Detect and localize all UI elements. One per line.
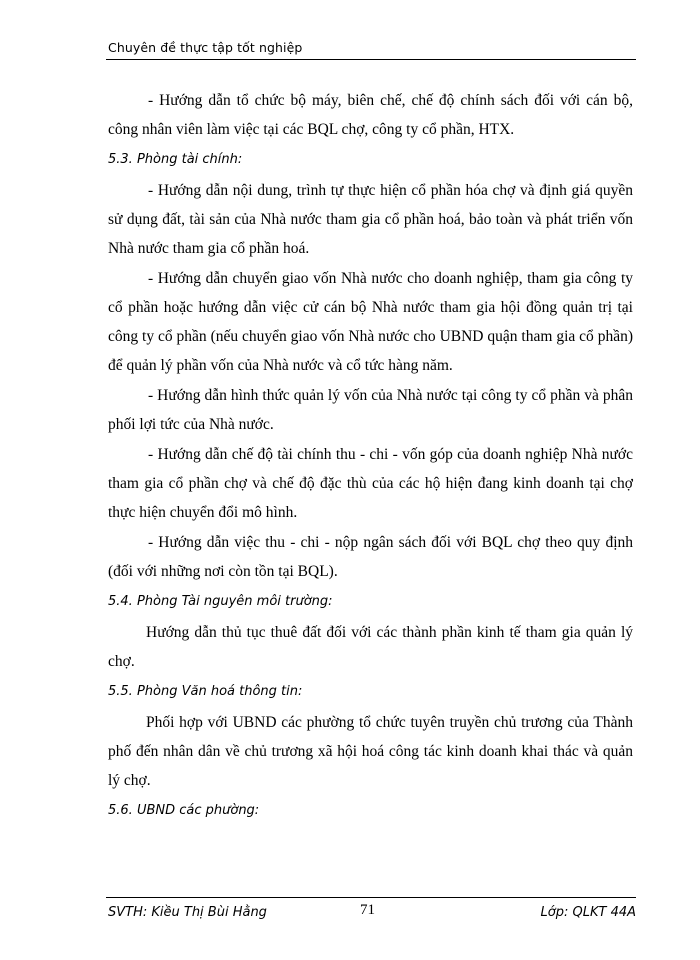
paragraph-7: Hướng dẫn thủ tục thuê đất đối với các thành phần kinh tế tham gia quản lý chợ. [108, 624, 633, 670]
paragraph-5: - Hướng dẫn chế độ tài chính thu - chi - vốn góp của doanh nghiệp Nhà nước tham gia cổ phần chợ và chế độ đặc thù của các hộ hiện đang kinh doanh tại chợ thực hiện chuyển đổi mô hình. [108, 446, 633, 521]
paragraph-6: - Hướng dẫn việc thu - chi - nộp ngân sách đối với BQL chợ theo quy định (đối với những nơi còn tồn tại BQL). [108, 534, 633, 580]
running-header: Chuyên đề thực tập tốt nghiệp [108, 40, 303, 55]
paragraph-4: - Hướng dẫn hình thức quản lý vốn của Nhà nước tại công ty cổ phần và phân phối lợi tức của Nhà nước. [108, 387, 633, 433]
paragraph-8: Phối hợp với UBND các phường tổ chức tuyên truyền chủ trương của Thành phố đến nhân dân về chủ trương xã hội hoá công tác kinh doanh khai thác và quản lý chợ. [108, 714, 633, 789]
footer-author: SVTH: Kiều Thị Bùi Hằng [108, 905, 267, 920]
footer-class: Lớp: QLKT 44A [540, 905, 636, 920]
header-rule [106, 59, 636, 60]
footer-rule [106, 897, 636, 898]
section-heading-5-5: 5.5. Phòng Văn hoá thông tin: [108, 684, 303, 699]
section-heading-5-4: 5.4. Phòng Tài nguyên môi trường: [108, 594, 333, 609]
paragraph-3: - Hướng dẫn chuyển giao vốn Nhà nước cho doanh nghiệp, tham gia công ty cổ phần hoặc hướng dẫn việc cử cán bộ Nhà nước tham gia hội đồng quản trị tại công ty cổ phần (nếu chuyển giao vốn Nhà nước cho UBND quận tham gia cổ phần) để quản lý phần vốn của Nhà nước và cổ tức hàng năm. [108, 270, 633, 374]
section-heading-5-6: 5.6. UBND các phường: [108, 803, 260, 818]
paragraph-2: - Hướng dẫn nội dung, trình tự thực hiện cổ phần hóa chợ và định giá quyền sử dụng đất, tài sản của Nhà nước tham gia cổ phần hoá, bảo toàn và phát triển vốn Nhà nước tham gia cổ phần hoá. [108, 182, 633, 257]
page-number: 71 [360, 902, 375, 918]
document-body [108, 86, 633, 827]
section-heading-5-3: 5.3. Phòng tài chính: [108, 152, 243, 167]
paragraph-1: - Hướng dẫn tổ chức bộ máy, biên chế, chế độ chính sách đối với cán bộ, công nhân viên làm việc tại các BQL chợ, công ty cổ phần, HTX. [108, 92, 633, 138]
